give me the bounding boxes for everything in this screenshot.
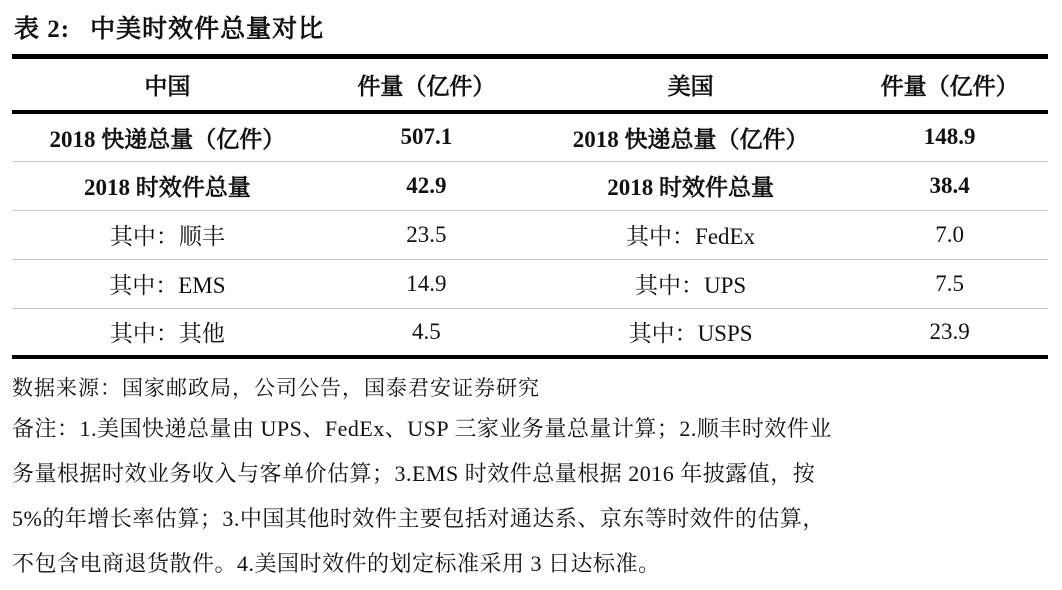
table-title bbox=[12, 4, 1048, 59]
table-row-ems-ups bbox=[12, 259, 1048, 308]
table-header-row bbox=[12, 59, 1048, 112]
china-value: 507.1 bbox=[400, 124, 453, 150]
data-source-line: 数据来源：国家邮政局，公司公告，国泰君安证券研究 bbox=[12, 376, 540, 400]
table-row-other-usps bbox=[12, 308, 1048, 357]
notes-block bbox=[12, 404, 1048, 586]
china-value: 4.5 bbox=[323, 308, 530, 357]
china-label: 2018 时效件总量 bbox=[12, 161, 323, 210]
usa-value: 38.4 bbox=[851, 161, 1048, 210]
usa-value: 148.9 bbox=[923, 124, 976, 150]
usa-value: 7.5 bbox=[851, 259, 1048, 308]
usa-label: 其中：UPS bbox=[530, 259, 851, 308]
usa-label: 其中：USPS bbox=[530, 308, 851, 357]
table-number: 表 2: bbox=[14, 16, 71, 43]
header-china-volume: 件量（亿件） bbox=[323, 59, 530, 112]
table-caption: 中美时效件总量对比 bbox=[90, 16, 325, 43]
table-row-sf-fedex bbox=[12, 210, 1048, 259]
usa-value: 7.0 bbox=[851, 210, 1048, 259]
china-label: 其中：其他 bbox=[12, 308, 323, 357]
comparison-table bbox=[12, 59, 1048, 359]
usa-value: 23.9 bbox=[851, 308, 1048, 357]
table-row-total-parcels bbox=[12, 112, 1048, 161]
usa-label: 2018 快递总量（亿件） bbox=[572, 126, 809, 152]
note-line-4: 不包含电商退货散件。4.美国时效件的划定标准采用 3 日达标准。 bbox=[12, 551, 661, 576]
header-usa: 美国 bbox=[530, 59, 851, 112]
note-line-3: 5%的年增长率估算；3.中国其他时效件主要包括对通达系、京东等时效件的估算， bbox=[12, 506, 825, 531]
china-value: 23.5 bbox=[323, 210, 530, 259]
usa-label: 其中：FedEx bbox=[530, 210, 851, 259]
usa-label: 2018 时效件总量 bbox=[530, 161, 851, 210]
header-usa-volume: 件量（亿件） bbox=[851, 59, 1048, 112]
table-row-time-sensitive-total bbox=[12, 161, 1048, 210]
china-label: 其中：顺丰 bbox=[12, 210, 323, 259]
note-line-1: 备注：1.美国快递总量由 UPS、FedEx、USP 三家业务量总量计算；2.顺丰时效件业 bbox=[12, 416, 832, 441]
china-value: 14.9 bbox=[323, 259, 530, 308]
china-value: 42.9 bbox=[323, 161, 530, 210]
note-line-2: 务量根据时效业务收入与客单价估算；3.EMS 时效件总量根据 2016 年披露值，按 bbox=[12, 461, 816, 486]
china-label: 其中：EMS bbox=[12, 259, 323, 308]
header-china: 中国 bbox=[12, 59, 323, 112]
china-label: 2018 快递总量（亿件） bbox=[49, 126, 286, 152]
